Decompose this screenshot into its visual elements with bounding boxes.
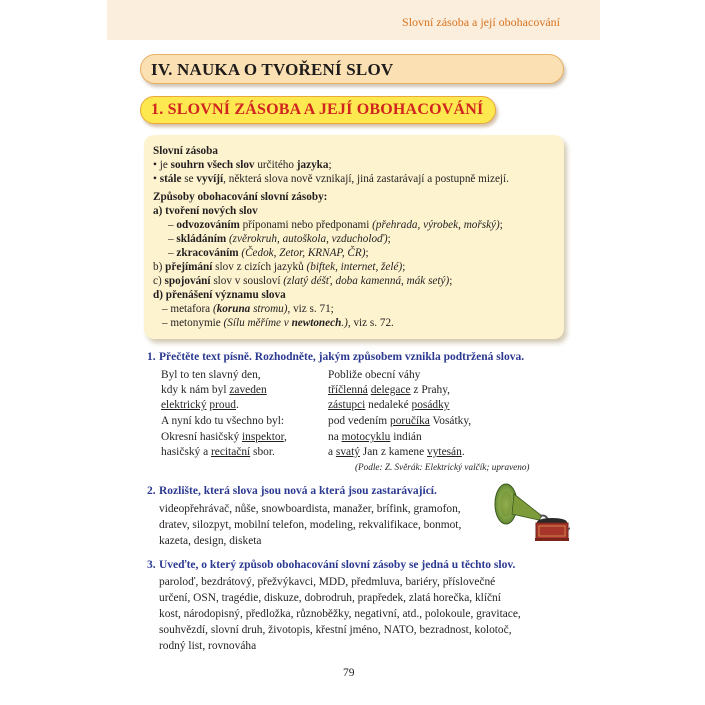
theory-item-a1: – odvozováním příponami nebo předponami (přehrada, výrobek, mořský);: [168, 219, 503, 231]
poem-right-line-6: a svatý Jan z kamene vytesán.: [328, 446, 465, 458]
task-1-instruction: Přečtěte text písně. Rozhodněte, jakým způsobem vznikla podtržená slova.: [159, 351, 525, 363]
poem-right-line-5: na motocyklu indián: [328, 431, 422, 443]
poem-right-line-3: zástupci nedaleké posádky: [328, 399, 450, 411]
poem-left-line-6: hasičský a recitační sbor.: [161, 446, 275, 458]
theory-heading-1: Slovní zásoba: [153, 145, 218, 157]
theory-item-d: d) přenášení významu slova: [153, 289, 286, 301]
task-3-line-5: rodný list, rovnováha: [159, 640, 257, 652]
chapter-title: IV. NAUKA O TVOŘENÍ SLOV: [151, 60, 394, 79]
poem-left-line-1: Byl to ten slavný den,: [161, 369, 261, 381]
task-2-number: 2.: [147, 485, 156, 497]
task-3-line-3: kost, národopisný, předložka, různoběžky, negativní, atd., polokoule, gravitace,: [159, 608, 521, 620]
poem-right-line-2: tříčlenná delegace z Prahy,: [328, 384, 450, 396]
gramophone-icon: [492, 480, 570, 548]
chapter-title-box: [140, 54, 564, 84]
theory-item-c: c) spojování slov v sousloví (zlatý déšť, doba kamenná, mák setý);: [153, 275, 453, 287]
poem-left-line-5: Okresní hasičský inspektor,: [161, 431, 287, 443]
task-2-instruction: Rozlište, která slova jsou nová a která jsou zastarávající.: [159, 485, 437, 497]
theory-bullet-2: • stále se vyvíjí, některá slova nově vznikají, jiná zastarávají a postupně mizejí.: [153, 173, 509, 185]
poem-source: (Podle: Z. Svěrák: Elektrický valčík; upraveno): [355, 462, 530, 472]
section-title: 1. SLOVNÍ ZÁSOBA A JEJÍ OBOHACOVÁNÍ: [151, 101, 484, 118]
task-3-number: 3.: [147, 559, 156, 571]
theory-item-d2: – metonymie (Sílu měříme v newtonech.), viz s. 72.: [162, 317, 394, 329]
task-3-instruction: Uveďte, o který způsob obohacování slovní zásoby se jedná u těchto slov.: [159, 559, 516, 571]
page-number: 79: [343, 667, 355, 679]
task-2-line-3: kazeta, design, disketa: [159, 535, 262, 547]
running-title: Slovní zásoba a její obohacování: [402, 15, 560, 29]
section-title-box: [140, 96, 496, 124]
poem-right-line-1: Pobliže obecní váhy: [328, 369, 421, 381]
task-1-number: 1.: [147, 351, 156, 363]
theory-item-a3: – zkracováním (Čedok, Zetor, KRNAP, ČR);: [168, 247, 369, 259]
poem-right-line-4: pod vedením poručíka Vosátky,: [328, 415, 472, 427]
theory-heading-2: Způsoby obohacování slovní zásoby:: [153, 191, 328, 203]
textbook-page: [107, 0, 600, 705]
poem-left-line-3: elektrický proud.: [161, 399, 239, 411]
theory-item-a: a) tvoření nových slov: [153, 205, 258, 217]
theory-item-d1: – metafora (koruna stromu), viz s. 71;: [162, 303, 334, 315]
poem-left-line-2: kdy k nám byl zaveden: [161, 384, 267, 396]
task-3-line-2: určení, OSN, tragédie, diskuze, dobrodruh, prapředek, zlatá horečka, klíční: [159, 592, 501, 604]
task-2-line-2: dratev, silozpyt, mobilní telefon, modeling, rekvalifikace, bonmot,: [159, 519, 462, 531]
theory-bullet-1: • je souhrn všech slov určitého jazyka;: [153, 159, 332, 171]
theory-item-b: b) přejímání slov z cizích jazyků (biftek, internet, želé);: [153, 261, 406, 273]
poem-left-line-4: A nyní kdo tu všechno byl:: [161, 415, 285, 427]
task-3-line-4: souhvězdí, slovní druh, životopis, křestní jméno, NATO, bezradnost, kolotoč,: [159, 624, 512, 636]
theory-item-a2: – skládáním (zvěrokruh, autoškola, vzducholoď);: [168, 233, 391, 245]
running-header: [107, 0, 600, 40]
task-2-line-1: videopřehrávač, nůše, snowboardista, manažer, brífink, gramofon,: [159, 503, 461, 515]
theory-box: [144, 135, 564, 339]
task-3-line-1: paroloď, bezdrátový, přežvýkavci, MDD, předmluva, bariéry, příslovečné: [159, 576, 496, 588]
